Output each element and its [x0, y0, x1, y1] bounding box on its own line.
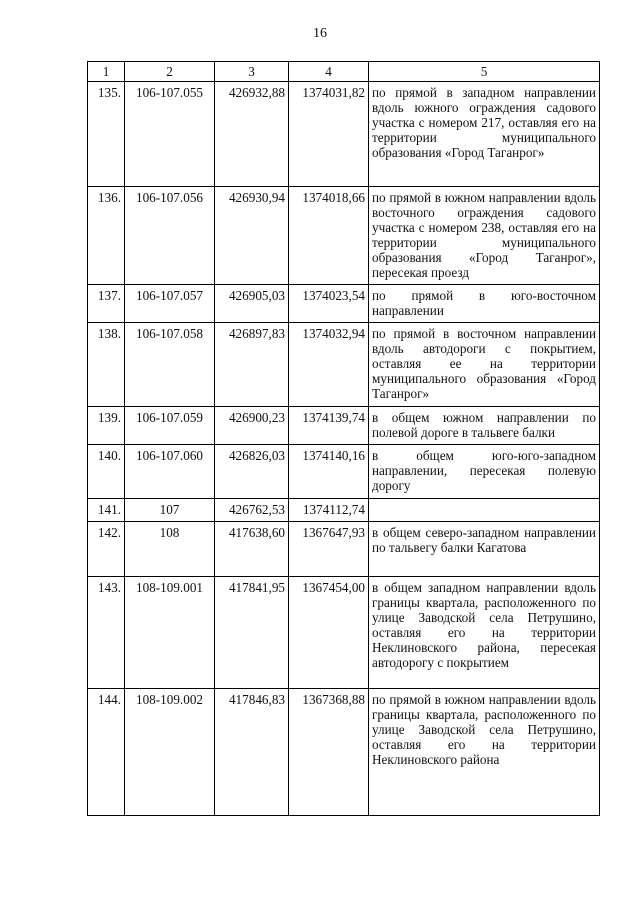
row-number-cell: 143.	[88, 577, 125, 689]
point-id-cell: 107	[125, 499, 215, 522]
header-cell: 1	[88, 62, 125, 82]
page-number: 16	[313, 26, 327, 41]
table-row	[88, 285, 600, 323]
y-coordinate-cell: 1374112,74	[289, 499, 369, 522]
y-coordinate-cell: 1374018,66	[289, 187, 369, 285]
point-id-cell: 106-107.058	[125, 323, 215, 407]
description-cell: по прямой в юго-восточном направлении	[369, 285, 600, 323]
point-id-cell: 108-109.002	[125, 689, 215, 816]
header-cell: 4	[289, 62, 369, 82]
x-coordinate-cell: 417841,95	[215, 577, 289, 689]
y-coordinate-cell: 1374031,82	[289, 82, 369, 187]
table-row	[88, 323, 600, 407]
header-cell: 5	[369, 62, 600, 82]
row-number-cell: 139.	[88, 407, 125, 445]
header-cell: 2	[125, 62, 215, 82]
y-coordinate-cell: 1374023,54	[289, 285, 369, 323]
x-coordinate-cell: 426762,53	[215, 499, 289, 522]
header-cell: 3	[215, 62, 289, 82]
description-cell: в общем северо-западном направлении по тальвегу балки Кагатова	[369, 522, 600, 577]
description-cell: в общем западном направлении вдоль границы квартала, расположенного по улице Заводской села Петрушино, оставляя его на территории Неклиновского района, пересекая автодорогу с покрытием	[369, 577, 600, 689]
x-coordinate-cell: 426932,88	[215, 82, 289, 187]
point-id-cell: 106-107.059	[125, 407, 215, 445]
table-row	[88, 689, 600, 816]
row-number-cell: 137.	[88, 285, 125, 323]
row-number-cell: 138.	[88, 323, 125, 407]
x-coordinate-cell: 426826,03	[215, 445, 289, 499]
table-row	[88, 407, 600, 445]
description-cell: по прямой в южном направлении вдоль восточного ограждения садового участка с номером 238, оставляя его на территории муниципального образования «Город Таганрог», пересекая проезд	[369, 187, 600, 285]
point-id-cell: 108	[125, 522, 215, 577]
description-cell: в общем южном направлении по полевой дороге в тальвеге балки	[369, 407, 600, 445]
y-coordinate-cell: 1374032,94	[289, 323, 369, 407]
y-coordinate-cell: 1367368,88	[289, 689, 369, 816]
point-id-cell: 106-107.057	[125, 285, 215, 323]
description-cell: по прямой в восточном направлении вдоль автодороги с покрытием, оставляя ее на территории муниципального образования «Город Таганрог»	[369, 323, 600, 407]
row-number-cell: 135.	[88, 82, 125, 187]
table-row	[88, 577, 600, 689]
table-header-row	[88, 62, 600, 82]
row-number-cell: 141.	[88, 499, 125, 522]
table-row	[88, 82, 600, 187]
description-cell: по прямой в западном направлении вдоль южного ограждения садового участка с номером 217, оставляя его на территории муниципального образования «Город Таганрог»	[369, 82, 600, 187]
x-coordinate-cell: 417638,60	[215, 522, 289, 577]
x-coordinate-cell: 417846,83	[215, 689, 289, 816]
y-coordinate-cell: 1374139,74	[289, 407, 369, 445]
description-cell	[369, 499, 600, 522]
table-row	[88, 522, 600, 577]
point-id-cell: 108-109.001	[125, 577, 215, 689]
y-coordinate-cell: 1367647,93	[289, 522, 369, 577]
x-coordinate-cell: 426897,83	[215, 323, 289, 407]
table-row	[88, 187, 600, 285]
boundary-points-table	[87, 61, 600, 816]
description-cell: в общем юго-юго-западном направлении, пересекая полевую дорогу	[369, 445, 600, 499]
y-coordinate-cell: 1374140,16	[289, 445, 369, 499]
y-coordinate-cell: 1367454,00	[289, 577, 369, 689]
row-number-cell: 142.	[88, 522, 125, 577]
x-coordinate-cell: 426930,94	[215, 187, 289, 285]
table-row	[88, 499, 600, 522]
point-id-cell: 106-107.055	[125, 82, 215, 187]
row-number-cell: 140.	[88, 445, 125, 499]
row-number-cell: 136.	[88, 187, 125, 285]
point-id-cell: 106-107.060	[125, 445, 215, 499]
table-row	[88, 445, 600, 499]
row-number-cell: 144.	[88, 689, 125, 816]
x-coordinate-cell: 426900,23	[215, 407, 289, 445]
x-coordinate-cell: 426905,03	[215, 285, 289, 323]
point-id-cell: 106-107.056	[125, 187, 215, 285]
description-cell: по прямой в южном направлении вдоль границы квартала, расположенного по улице Заводской села Петрушино, оставляя его на территории Неклиновского района	[369, 689, 600, 816]
